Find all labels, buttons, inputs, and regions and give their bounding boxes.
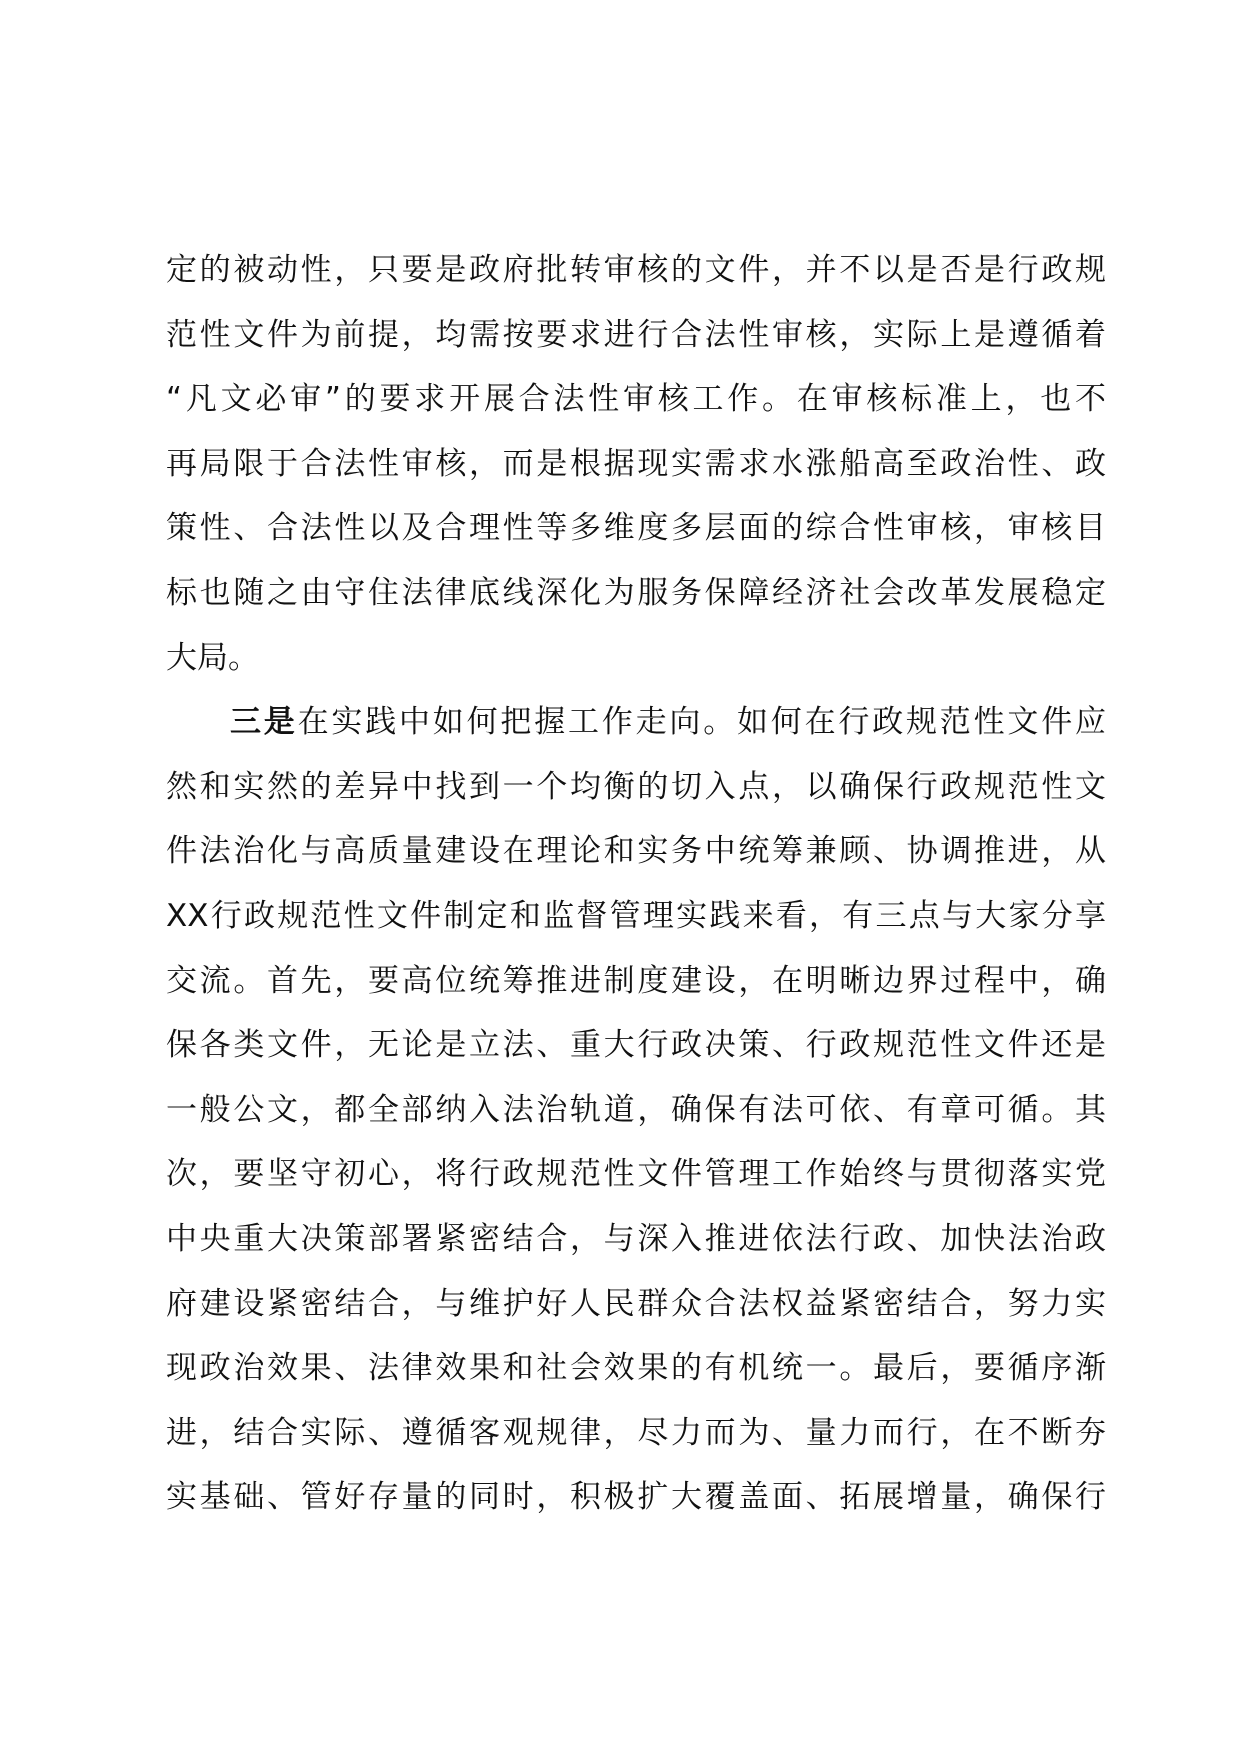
paragraph-2 [166,690,1106,1530]
text-line: 一般公文，都全部纳入法治轨道，确保有法可依、有章可循。其 [166,1091,1106,1128]
text-line: XX行政规范性文件制定和监督管理实践来看，有三点与大家分享 [166,897,1106,934]
paragraph-1 [166,238,1106,690]
text-line: 中央重大决策部署紧密结合，与深入推进依法行政、加快法治政 [166,1220,1106,1257]
text-line: 件法治化与高质量建设在理论和实务中统筹兼顾、协调推进，从 [166,833,1106,870]
text-line: 标也随之由守住法律底线深化为服务保障经济社会改革发展稳定 [166,574,1106,611]
text-line: 大局。 [166,639,259,676]
text-line: 保各类文件，无论是立法、重大行政决策、行政规范性文件还是 [166,1027,1106,1064]
text-line: 再局限于合法性审核，而是根据现实需求水涨船高至政治性、政 [166,445,1106,482]
text-line: 策性、合法性以及合理性等多维度多层面的综合性审核，审核目 [166,510,1106,547]
text-line: 交流。首先，要高位统筹推进制度建设，在明晰边界过程中，确 [166,962,1106,999]
text-line: 然和实然的差异中找到一个均衡的切入点，以确保行政规范性文 [166,768,1106,805]
text-line: 现政治效果、法律效果和社会效果的有机统一。最后，要循序渐 [166,1350,1106,1387]
paragraph-lead-bold: 三是 [230,704,298,741]
text-line: 范性文件为前提，均需按要求进行合法性审核，实际上是遵循着 [166,316,1106,353]
paragraph-2-first-line [166,690,1106,755]
text-line: “凡文必审”的要求开展合法性审核工作。在审核标准上，也不 [166,381,1106,418]
text-line: 府建设紧密结合，与维护好人民群众合法权益紧密结合，努力实 [166,1285,1106,1322]
text-line: 定的被动性，只要是政府批转审核的文件，并不以是否是行政规 [166,252,1106,288]
paragraph-lead-rest: 在实践中如何把握工作走向。如何在行政规范性文件应 [297,704,1107,741]
document-body [166,238,1106,1530]
text-line: 进，结合实际、遵循客观规律，尽力而为、量力而行，在不断夯 [166,1414,1106,1451]
text-line: 实基础、管好存量的同时，积极扩大覆盖面、拓展增量，确保行 [166,1479,1106,1516]
text-line: 次，要坚守初心，将行政规范性文件管理工作始终与贯彻落实党 [166,1156,1106,1193]
